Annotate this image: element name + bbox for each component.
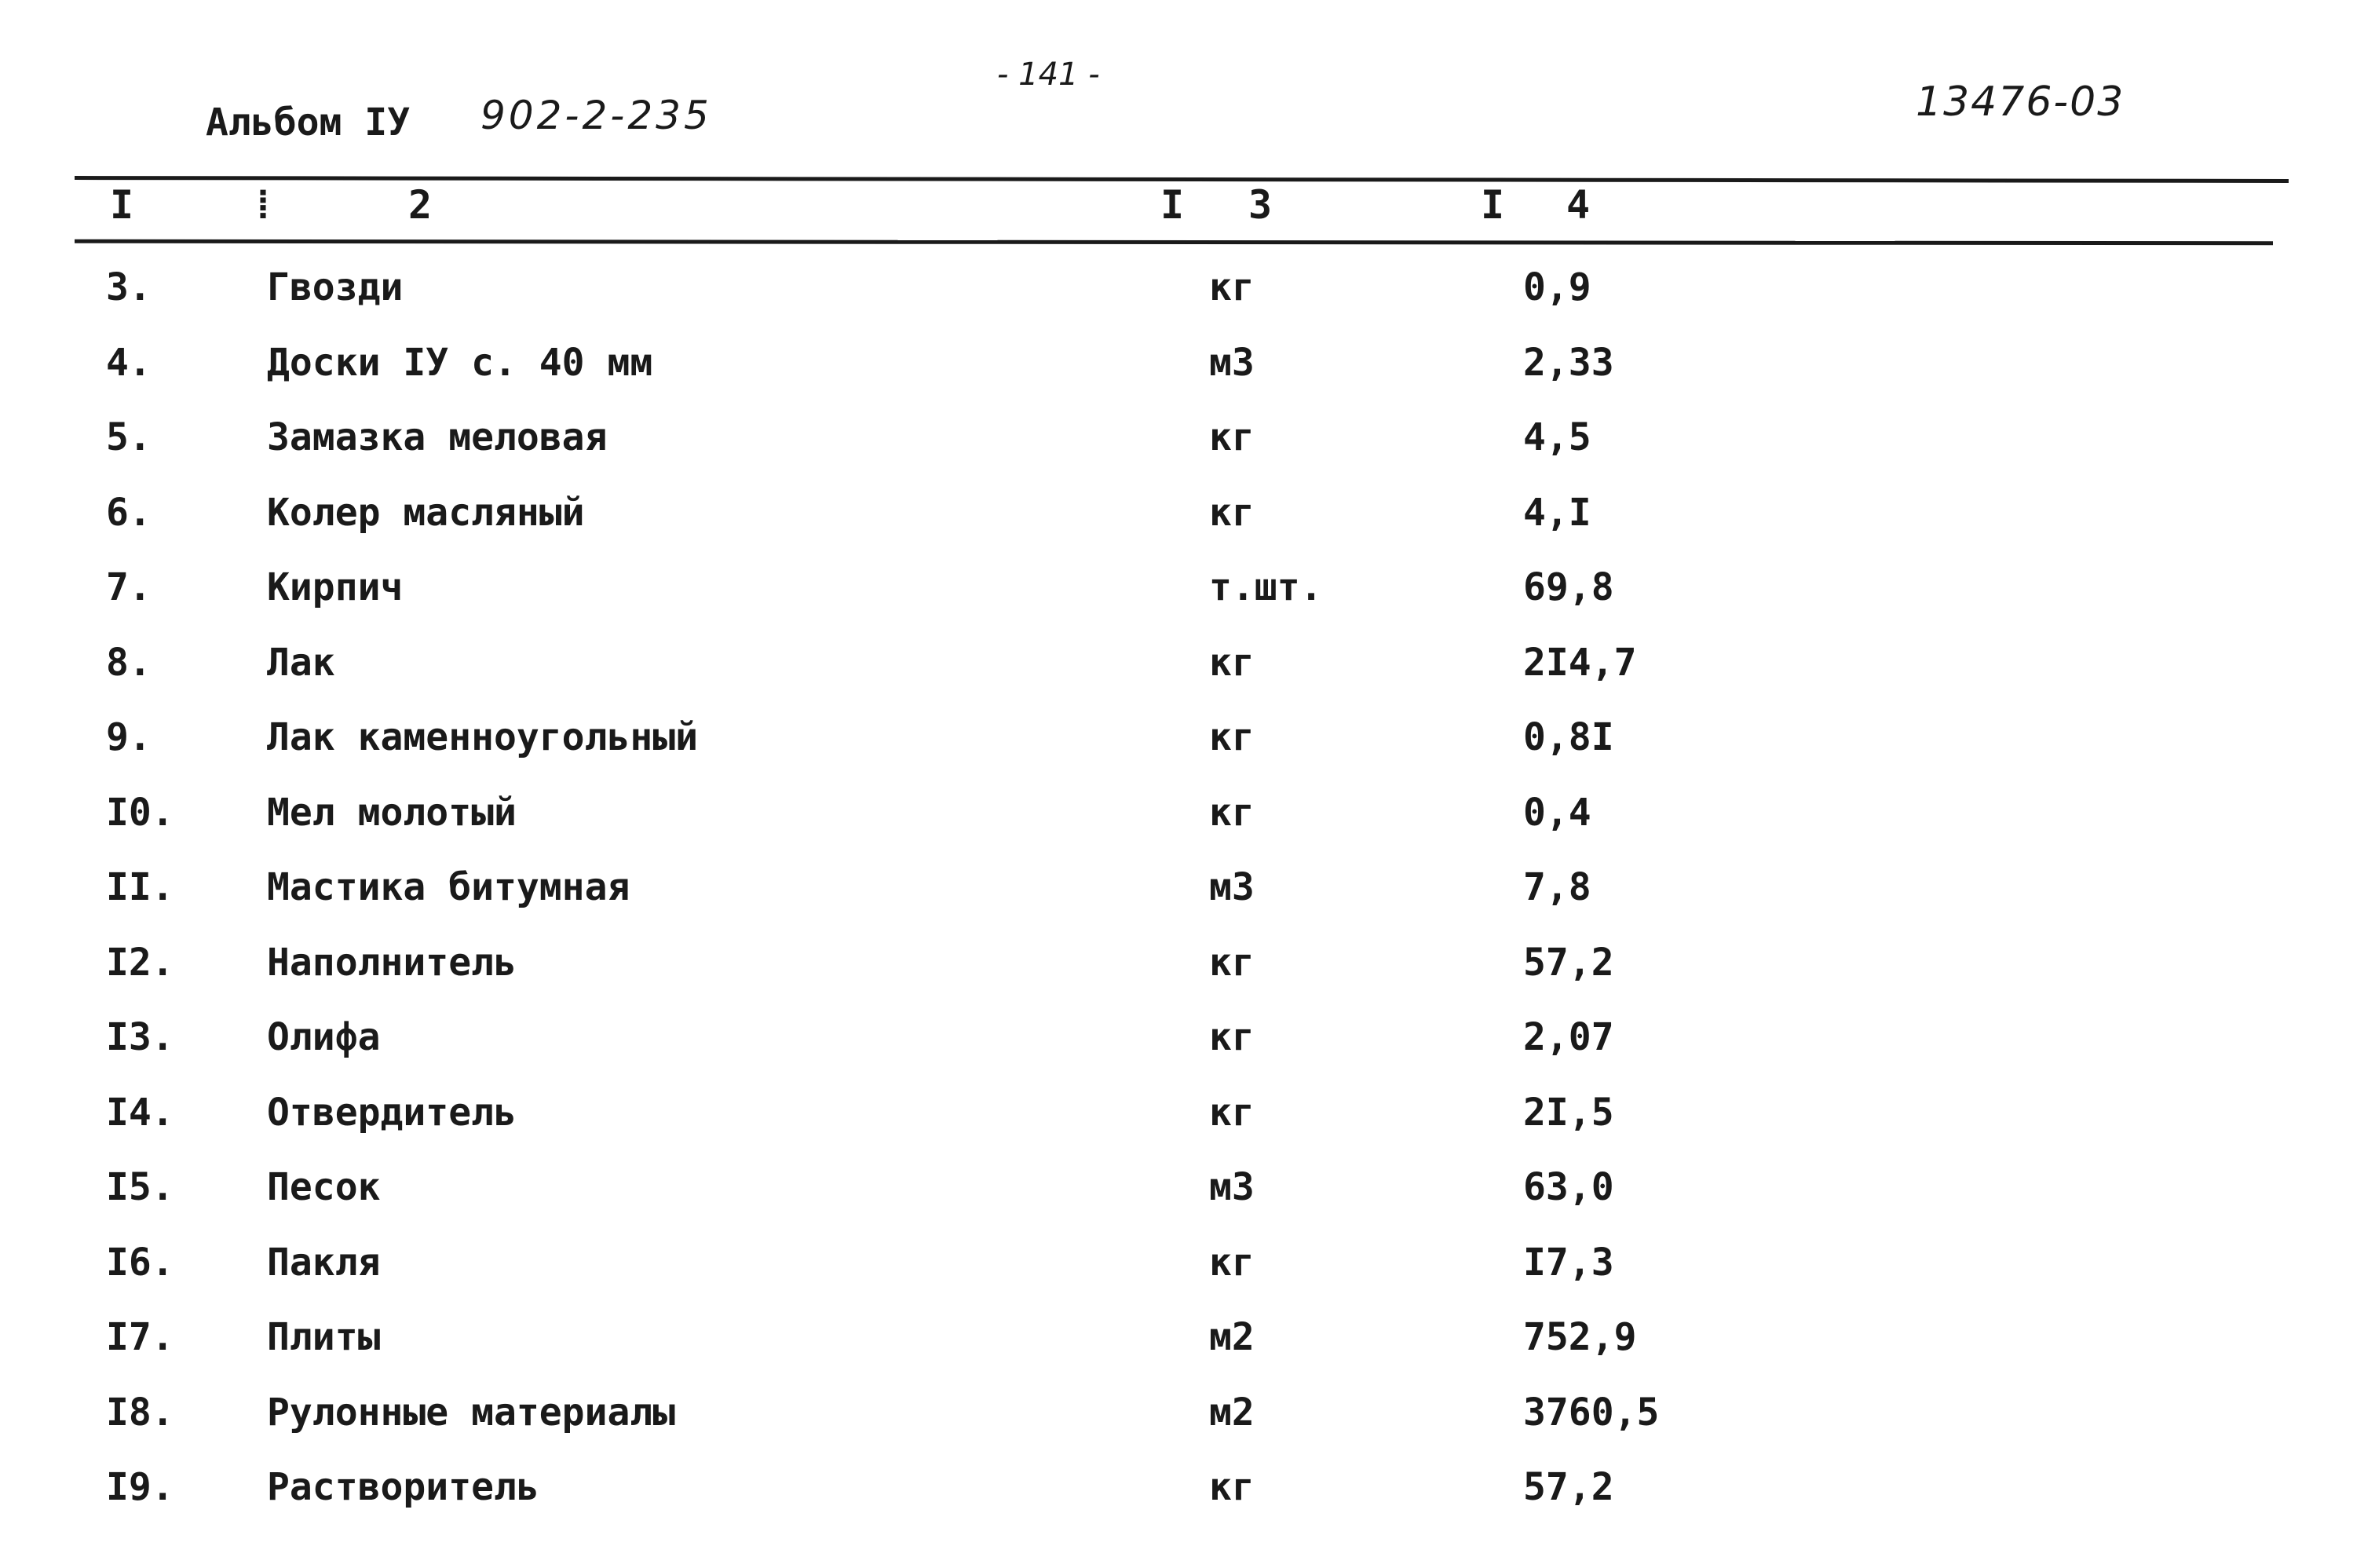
column-separator-3: I: [1481, 182, 1505, 228]
material-name: Колер масляный: [267, 490, 585, 535]
quantity: 2,33: [1523, 340, 1614, 385]
table-row: [0, 565, 2364, 641]
unit: кг: [1209, 640, 1255, 685]
unit: кг: [1209, 490, 1255, 535]
material-name: Мел молотый: [267, 790, 517, 835]
row-number: II.: [106, 865, 174, 909]
material-name: Олифа: [267, 1015, 381, 1059]
quantity: 2I,5: [1523, 1090, 1614, 1135]
quantity: 57,2: [1523, 1465, 1614, 1509]
row-number: I6.: [106, 1240, 174, 1285]
material-name: Пакля: [267, 1240, 381, 1285]
table-row: [0, 941, 2364, 1016]
unit: м2: [1209, 1390, 1255, 1435]
table-header-rule: [75, 239, 2273, 245]
column-separator-1: ⁞: [251, 182, 276, 228]
unit: м3: [1209, 340, 1255, 385]
quantity: 0,9: [1523, 265, 1591, 309]
table-row: [0, 1091, 2364, 1166]
material-name: Песок: [267, 1165, 381, 1209]
row-number: 3.: [106, 265, 152, 309]
material-name: Плиты: [267, 1315, 381, 1359]
table-row: [0, 415, 2364, 491]
material-name: Лак: [267, 640, 335, 685]
row-number: I7.: [106, 1315, 174, 1359]
table-row: [0, 1015, 2364, 1091]
material-name: Растворитель: [267, 1465, 539, 1509]
material-name: Замазка меловая: [267, 415, 608, 459]
unit: кг: [1209, 415, 1255, 459]
quantity: 4,I: [1523, 490, 1591, 535]
material-name: Рулонные материалы: [267, 1390, 676, 1435]
material-name: Кирпич: [267, 565, 404, 609]
table-row: [0, 491, 2364, 566]
row-number: I4.: [106, 1090, 174, 1135]
row-number: 5.: [106, 415, 152, 459]
album-label: Альбом IУ: [206, 101, 411, 144]
unit: кг: [1209, 1090, 1255, 1135]
material-name: Наполнитель: [267, 940, 517, 985]
quantity: 0,8I: [1523, 715, 1614, 759]
unit: кг: [1209, 790, 1255, 835]
row-number: I5.: [106, 1165, 174, 1209]
column-separator-2: I: [1160, 182, 1185, 228]
quantity: 0,4: [1523, 790, 1591, 835]
quantity: 752,9: [1523, 1315, 1637, 1359]
quantity: I7,3: [1523, 1240, 1614, 1285]
unit: кг: [1209, 1465, 1255, 1509]
row-number: 7.: [106, 565, 152, 609]
column-header-1: I: [110, 182, 134, 228]
table-row: [0, 1165, 2364, 1241]
table-row: [0, 641, 2364, 716]
table-row: [0, 341, 2364, 416]
row-number: 6.: [106, 490, 152, 535]
table-row: [0, 1315, 2364, 1391]
page-number: - 141 -: [997, 57, 1100, 93]
column-header-4: 4: [1566, 182, 1591, 228]
row-number: 9.: [106, 715, 152, 759]
unit: кг: [1209, 265, 1255, 309]
table-row: [0, 1465, 2364, 1541]
document-code: 13476-03: [1916, 79, 2125, 126]
quantity: 7,8: [1523, 865, 1591, 909]
quantity: 2I4,7: [1523, 640, 1637, 685]
unit: м3: [1209, 1165, 1255, 1209]
material-name: Доски IУ с. 40 мм: [267, 340, 653, 385]
column-header-3: 3: [1248, 182, 1273, 228]
row-number: I0.: [106, 790, 174, 835]
table-row: [0, 1391, 2364, 1466]
unit: т.шт.: [1209, 565, 1323, 609]
table-row: [0, 865, 2364, 941]
column-header-2: 2: [408, 182, 433, 228]
table-row: [0, 1241, 2364, 1316]
material-name: Лак каменноугольный: [267, 715, 699, 759]
quantity: 3760,5: [1523, 1390, 1660, 1435]
unit: кг: [1209, 1015, 1255, 1059]
album-code: 902-2-235: [480, 93, 712, 138]
row-number: I2.: [106, 940, 174, 985]
row-number: 4.: [106, 340, 152, 385]
quantity: 63,0: [1523, 1165, 1614, 1209]
material-name: Гвозди: [267, 265, 404, 309]
quantity: 57,2: [1523, 940, 1614, 985]
quantity: 4,5: [1523, 415, 1591, 459]
table-row: [0, 265, 2364, 341]
unit: кг: [1209, 940, 1255, 985]
row-number: I8.: [106, 1390, 174, 1435]
table-row: [0, 791, 2364, 866]
unit: кг: [1209, 715, 1255, 759]
row-number: I3.: [106, 1015, 174, 1059]
unit: кг: [1209, 1240, 1255, 1285]
row-number: 8.: [106, 640, 152, 685]
material-name: Отвердитель: [267, 1090, 517, 1135]
quantity: 69,8: [1523, 565, 1614, 609]
unit: м3: [1209, 865, 1255, 909]
table-row: [0, 715, 2364, 791]
row-number: I9.: [106, 1465, 174, 1509]
material-name: Мастика битумная: [267, 865, 630, 909]
unit: м2: [1209, 1315, 1255, 1359]
quantity: 2,07: [1523, 1015, 1614, 1059]
